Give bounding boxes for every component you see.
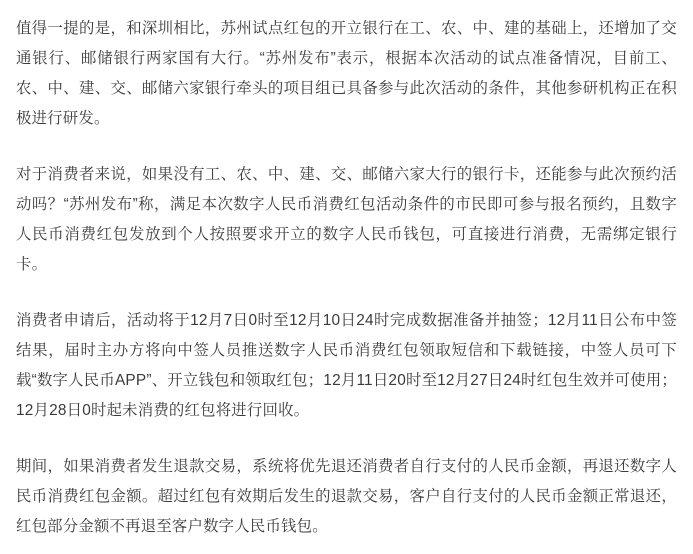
article-paragraph: 值得一提的是，和深圳相比，苏州试点红包的开立银行在工、农、中、建的基础上，还增加了交通银行、邮储银行两家国有大行。“苏州发布”表示，根据本次活动的试点准备情况，目前工、农、中、建、交、邮储六家银行牵头的项目组已具备参与此次活动的条件，其他参研机构正在积极进行研发。 [16, 20, 677, 127]
article-paragraph: 对于消费者来说，如果没有工、农、中、建、交、邮储六家大行的银行卡，还能参与此次预约活动吗？“苏州发布”称，满足本次数字人民币消费红包活动条件的市民即可参与报名预约，且数字人民币消费红包发放到个人按照要求开立的数字人民币钱包，可直接进行消费，无需绑定银行卡。 [16, 166, 677, 273]
article-paragraph: 消费者申请后，活动将于12月7日0时至12月10日24时完成数据准备并抽签；12月11日公布中签结果，届时主办方将向中签人员推送数字人民币消费红包领取短信和下载链接，中签人员可下载“数字人民币APP”、开立钱包和领取红包；12月11日20时至12月27日24时红包生效并可使用；12月28日0时起未消费的红包将进行回收。 [16, 312, 677, 419]
article-paragraph: 期间，如果消费者发生退款交易，系统将优先退还消费者自行支付的人民币金额，再退还数字人民币消费红包金额。超过红包有效期后发生的退款交易，客户自行支付的人民币金额正常退还，红包部分金额不再退至客户数字人民币钱包。 [16, 458, 677, 535]
